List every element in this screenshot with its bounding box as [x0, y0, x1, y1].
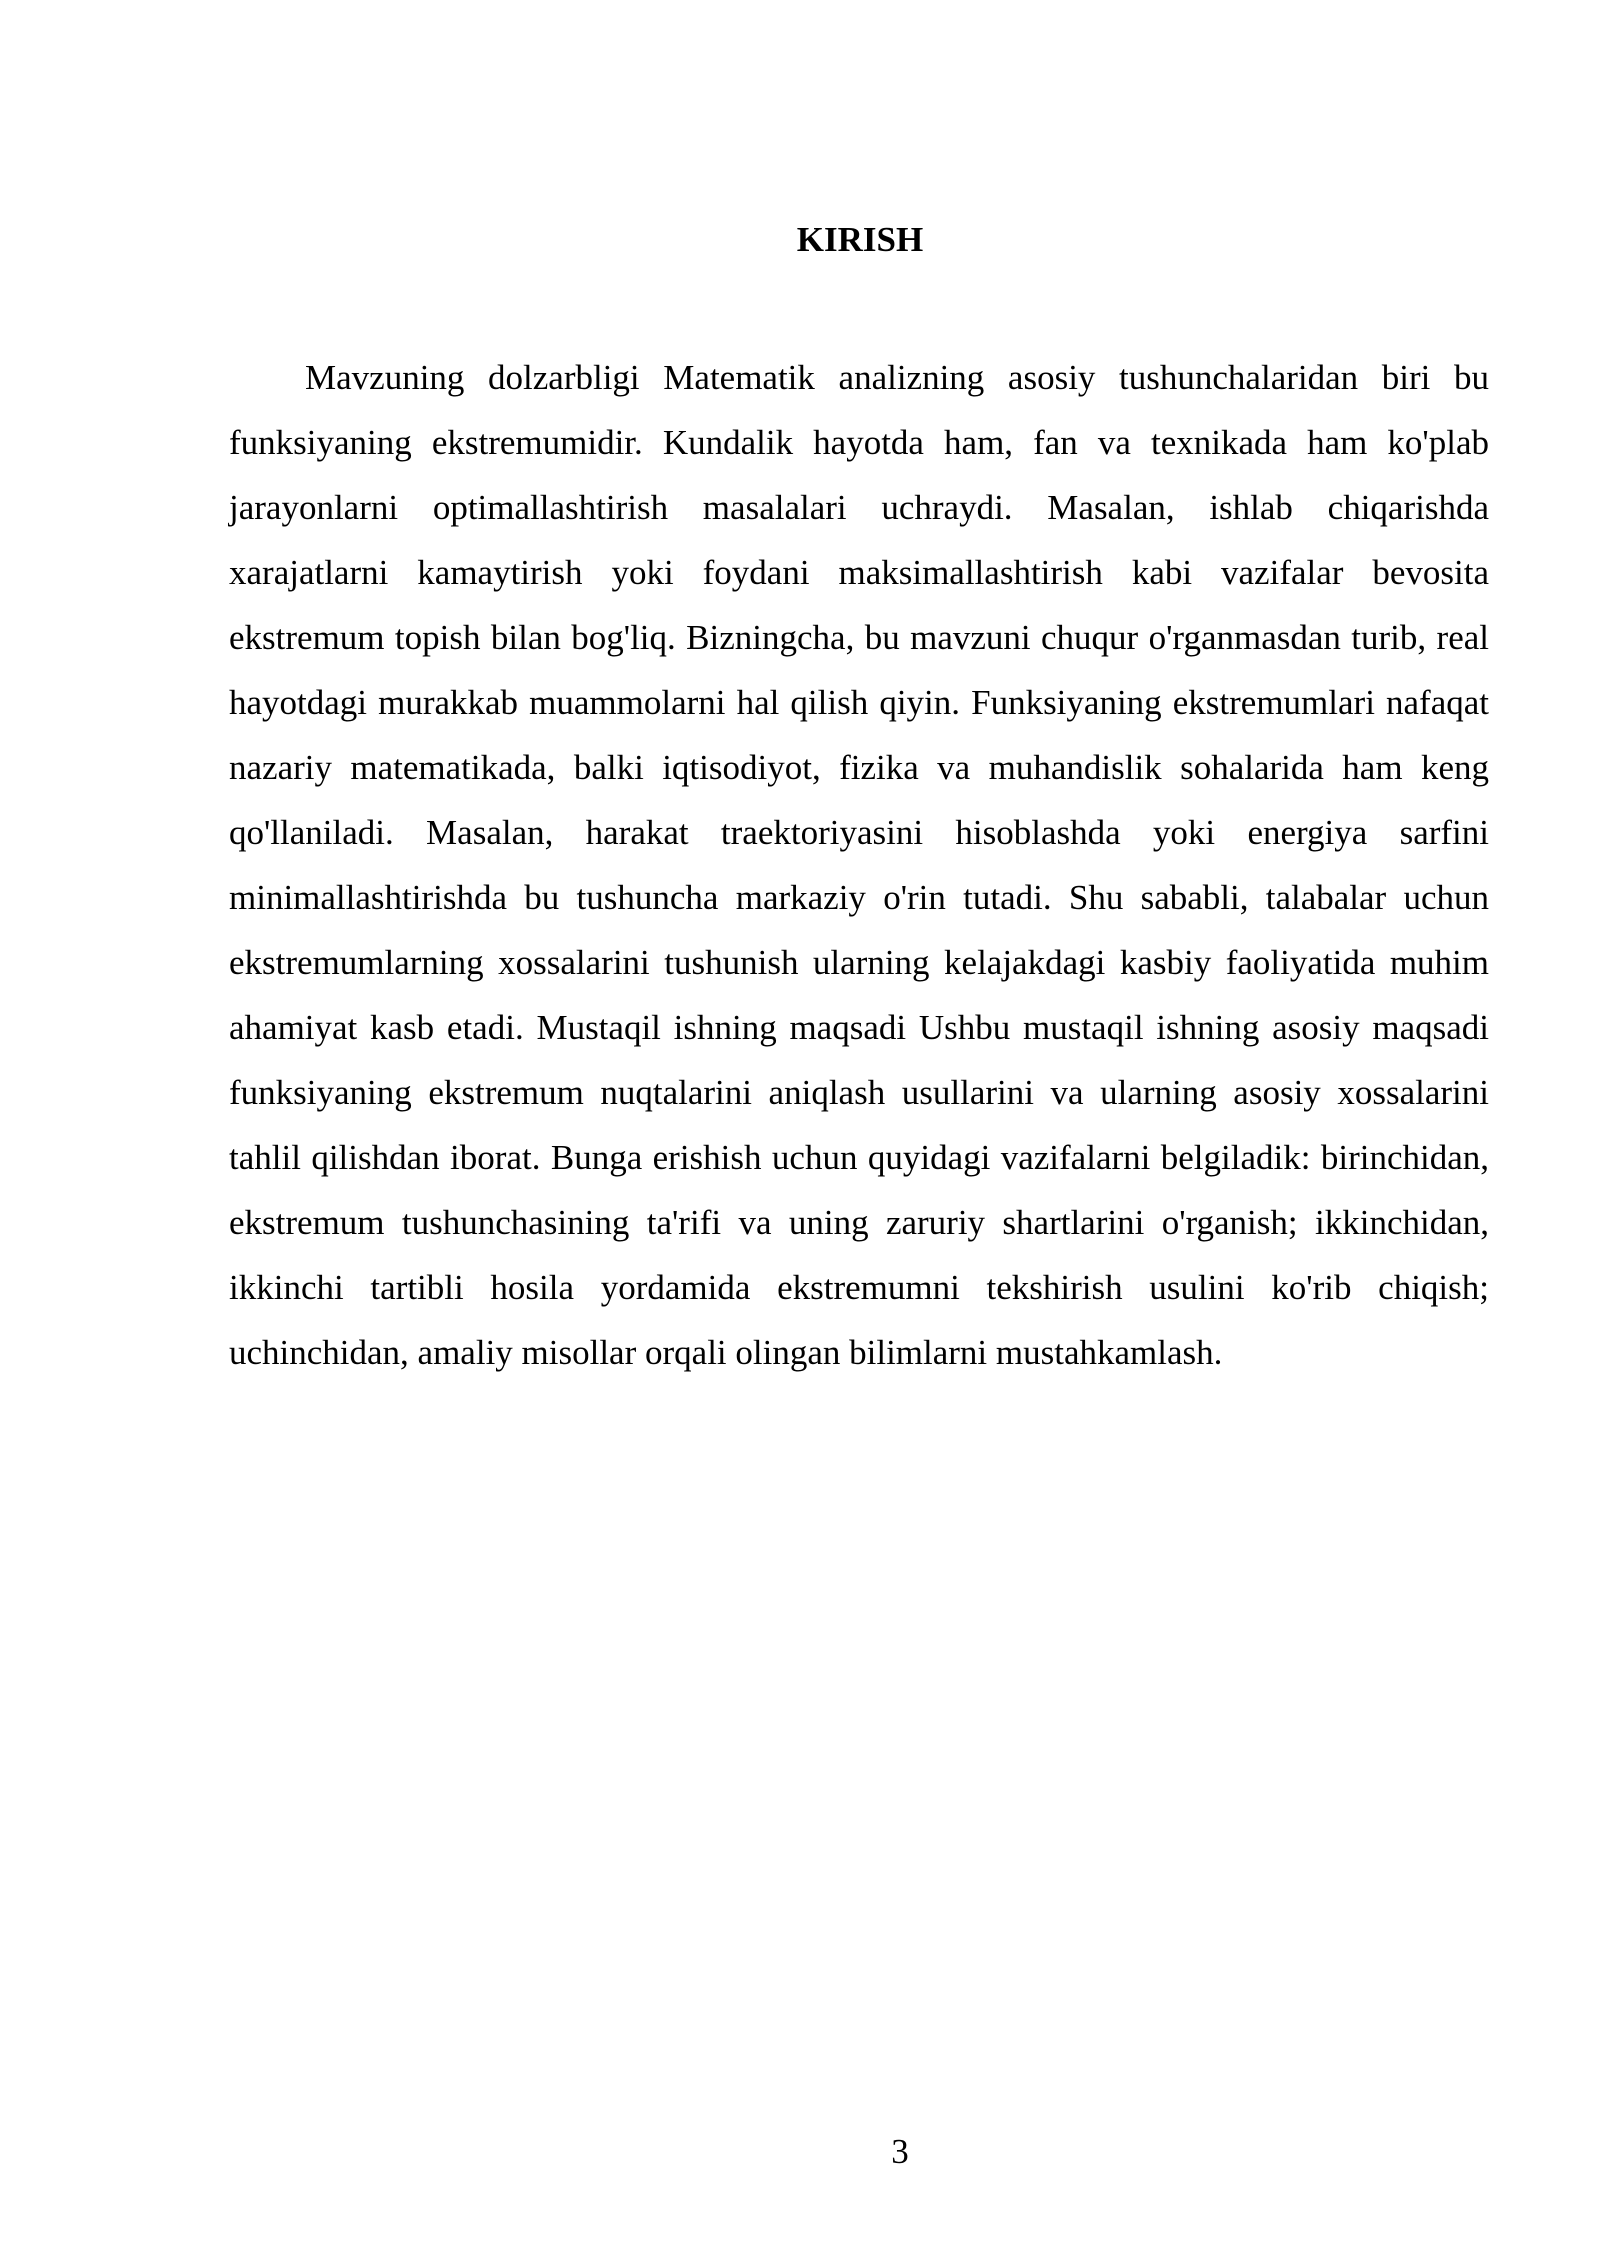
- section-heading: KIRISH: [796, 220, 924, 259]
- body-paragraph: Mavzuning dolzarbligi Matematik analizning asosiy tushunchalaridan biri bu funksiyaning ekstremumidir. Kundalik hayotda ham, fan va texnikada ham ko'plab jarayonlarni optimallashtirish masalalari uchraydi. Masalan, ishlab chiqarishda xarajatlarni kamaytirish yoki foydani maksimallashtirish kabi vazifalar bevosita ekstremum topish bilan bog'liq. Bizningcha, bu mavzuni chuqur o'rganmasdan turib, real hayotdagi murakkab muammolarni hal qilish qiyin. Funksiyaning ekstremumlari nafaqat nazariy matematikada, balki iqtisodiyot, fizika va muhandislik sohalarida ham keng qo'llaniladi. Masalan, harakat traektoriyasini hisoblashda yoki energiya sarfini minimallashtirishda bu tushuncha markaziy o'rin tutadi. Shu sababli, talabalar uchun ekstremumlarning xossalarini tushunish ularning kelajakdagi kasbiy faoliyatida muhim ahamiyat kasb etadi. Mustaqil ishning maqsadi Ushbu mustaqil ishning asosiy maqsadi funksiyaning ekstremum nuqtalarini aniqlash usullarini va ularning asosiy xossalarini tahlil qilishdan iborat. Bunga erishish uchun quyidagi vazifalarni belgiladik: birinchidan, ekstremum tushunchasining ta'rifi va uning zaruriy shartlarini o'rganish; ikkinchidan, ikkinchi tartibli hosila yordamida ekstremumni tekshirish usulini ko'rib chiqish; uchinchidan, amaliy misollar orqali olingan bilimlarni mustahkamlash.: [229, 358, 1489, 1372]
- page-number: 3: [891, 2132, 909, 2171]
